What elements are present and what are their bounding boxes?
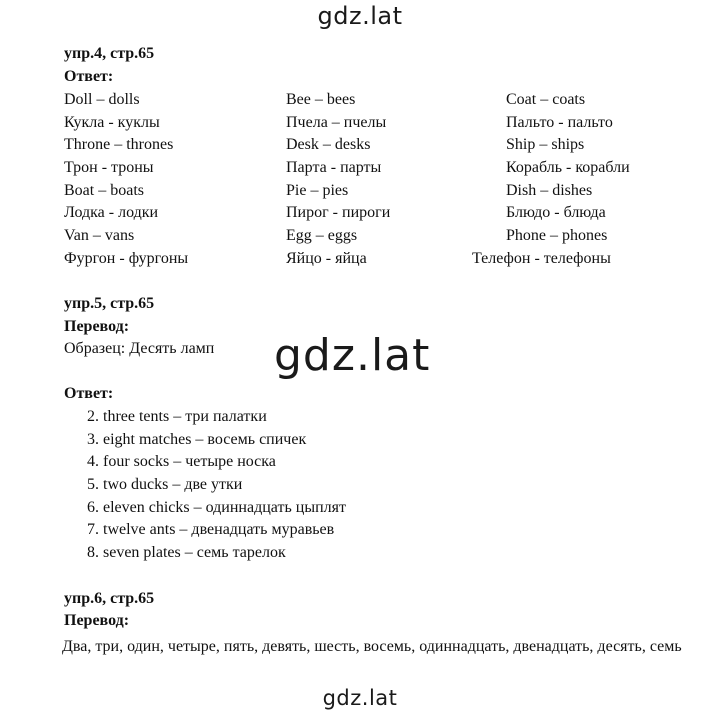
watermark-bottom: gdz.lat: [322, 686, 398, 710]
word-pair: Пальто - пальто: [506, 113, 613, 131]
exercise-5-answers: [87, 406, 346, 565]
watermark-middle: gdz.lat: [274, 330, 431, 381]
word-pair: Фургон - фургоны: [64, 249, 189, 267]
word-pair: Пирог - пироги: [286, 204, 391, 222]
word-pair: Bee – bees: [286, 91, 356, 108]
word-pair: Coat – coats: [506, 91, 586, 108]
answer-item: 8. seven plates – семь тарелок: [87, 544, 286, 562]
exercise-5-translation-label: Перевод:: [64, 318, 130, 335]
exercise-5-answer-label: Ответ:: [64, 385, 114, 402]
word-pair: Пчела – пчелы: [286, 113, 387, 131]
exercise-4-answer-label: Ответ:: [64, 68, 114, 85]
word-pair: Телефон - телефоны: [472, 249, 611, 267]
answer-item: 7. twelve ants – двенадцать муравьев: [87, 521, 335, 539]
word-column-2: [286, 89, 390, 271]
word-pair: Doll – dolls: [64, 91, 140, 108]
word-pair: Кукла - куклы: [64, 113, 160, 131]
word-pair: Phone – phones: [506, 227, 608, 245]
word-pair: Парта - парты: [286, 159, 382, 177]
word-pair: Boat – boats: [64, 181, 144, 199]
exercise-5-sample: Образец: Десять ламп: [64, 340, 215, 357]
answer-item: 4. four socks – четыре носка: [87, 453, 276, 471]
exercise-4-title: упр.4, стр.65: [64, 45, 155, 62]
word-column-3: [472, 89, 630, 271]
word-pair: Van – vans: [64, 227, 135, 245]
word-pair: Трон - троны: [64, 159, 154, 177]
word-pair: Desk – desks: [286, 136, 371, 154]
exercise-6-title: упр.6, стр.65: [64, 590, 155, 607]
answer-item: 6. eleven chicks – одиннадцать цыплят: [87, 498, 346, 516]
word-pair: Блюдо - блюда: [506, 204, 606, 222]
word-column-1: [64, 89, 188, 271]
answer-item: 3. eight matches – восемь спичек: [87, 430, 307, 448]
exercise-5-title: упр.5, стр.65: [64, 295, 155, 312]
word-pair: Яйцо - яйца: [286, 249, 367, 267]
exercise-6-translation-label: Перевод:: [64, 612, 130, 629]
watermark-top: gdz.lat: [317, 2, 403, 30]
word-pair: Dish – dishes: [506, 181, 593, 199]
word-pair: Pie – pies: [286, 181, 349, 199]
word-pair: Лодка - лодки: [64, 204, 159, 222]
word-pair: Egg – eggs: [286, 227, 358, 245]
word-pair: Ship – ships: [506, 136, 585, 154]
word-pair: Throne – thrones: [64, 136, 174, 154]
answer-item: 2. three tents – три палатки: [87, 408, 267, 425]
exercise-6-text: Два, три, один, четыре, пять, девять, шесть, восемь, одиннадцать, двенадцать, десять, семь: [62, 638, 682, 655]
answer-item: 5. two ducks – две утки: [87, 476, 243, 494]
word-pair: Корабль - корабли: [506, 159, 630, 177]
